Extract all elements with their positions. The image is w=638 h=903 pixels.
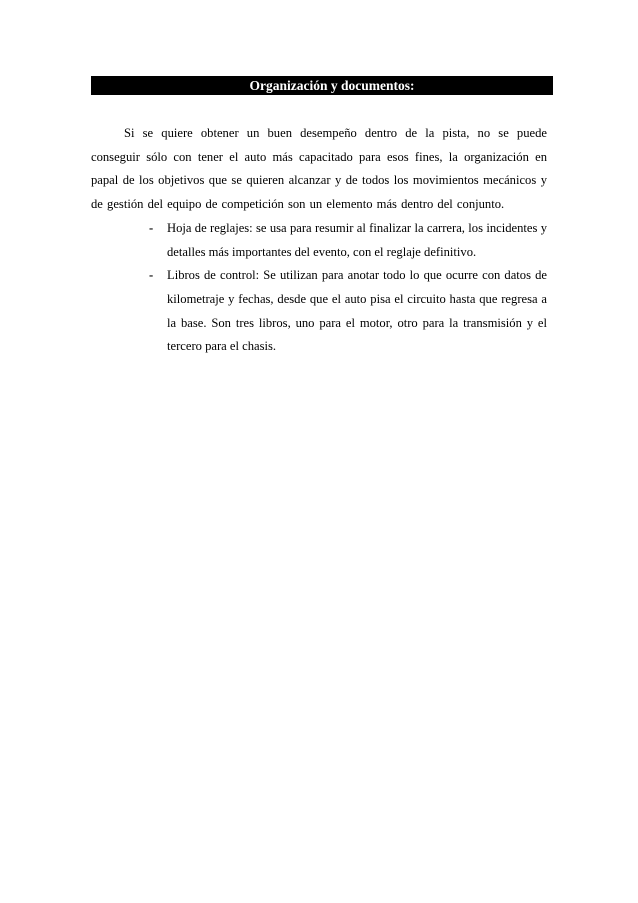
bullet-item-libros [91,264,547,359]
bullet-text-reglajes: Hoja de reglajes: se usa para resumir al finalizar la carrera, los incidentes y detalles más importantes del evento, con el reglaje definitivo. [167,220,547,259]
bullet-marker: - [149,220,154,235]
bullet-text-libros: Libros de control: Se utilizan para anotar todo lo que ocurre con datos de kilometraje y fechas, desde que el auto pisa el circuito hasta que regresa a la base. Son tres libros, uno para el motor, otro para la transmisión y el tercero para el chasis. [167,268,547,354]
intro-paragraph: Si se quiere obtener un buen desempeño dentro de la pista, no se puede conseguir sólo con tener el auto más capacitado para esos fines, la organización en papal de los objetivos que se quieren alcanzar y de todos los movimientos mecánicos y de gestión del equipo de competición son un elemento más dentro del conjunto. [91,126,547,212]
bullet-marker: - [149,268,154,283]
body-text [91,122,547,359]
bullet-item-reglajes [91,217,547,264]
bullet-list [91,217,547,359]
section-heading: Organización y documentos: [91,76,553,95]
